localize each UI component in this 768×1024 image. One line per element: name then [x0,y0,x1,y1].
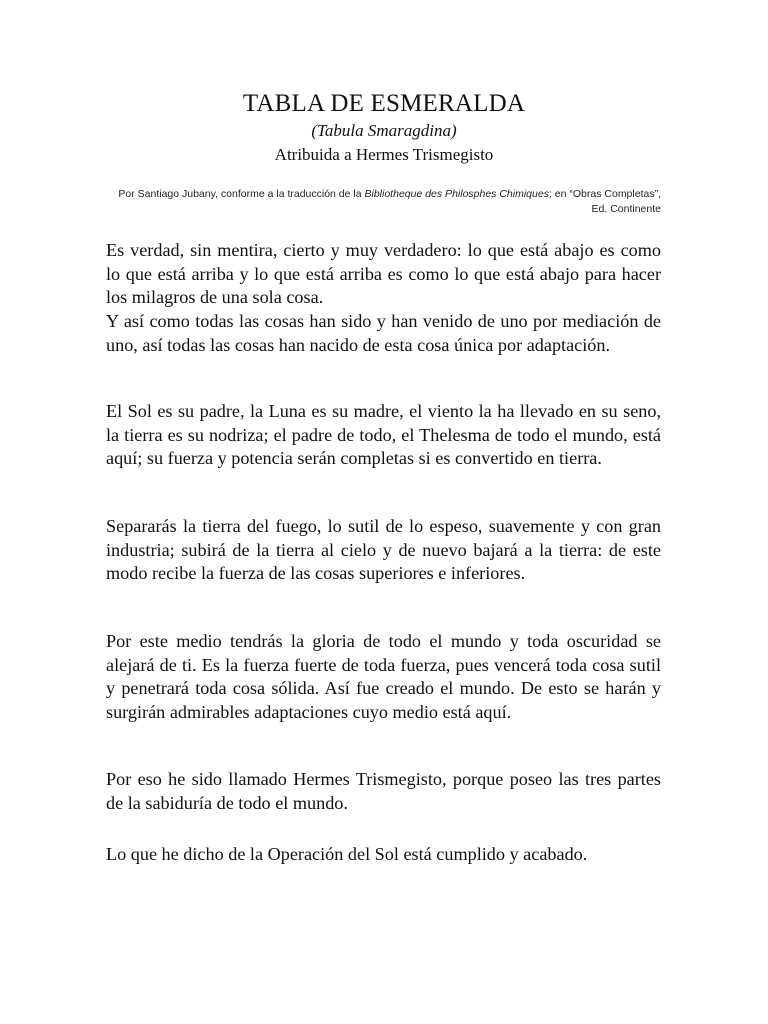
document-title: TABLA DE ESMERALDA [242,90,526,117]
source-note-work-title: Bibliotheque des Philosphes Chimiques [364,188,549,200]
source-note-prefix: Por Santiago Jubany, conforme a la traducción de la [118,188,365,200]
paragraph-1: Es verdad, sin mentira, cierto y muy verdadero: lo que está abajo es como lo que está arriba y lo que está arriba es como lo que está abajo para hacer los milagros de una sola cosa. [106,240,661,308]
paragraph-2: Y así como todas las cosas han sido y han venido de uno por mediación de uno, así todas las cosas han nacido de esta cosa única por adaptación. [106,311,661,355]
paragraph-3: El Sol es su padre, la Luna es su madre, el viento la ha llevado en su seno, la tierra es su nodriza; el padre de todo, el Thelesma de todo el mundo, está aquí; su fuerza y potencia serán completas si es convertido en tierra. [106,401,661,469]
paragraph-6: Por eso he sido llamado Hermes Trismegisto, porque poseo las tres partes de la sabiduría de todo el mundo. [106,769,661,813]
paragraph-5: Por este medio tendrás la gloria de todo el mundo y toda oscuridad se alejará de ti. Es la fuerza fuerte de toda fuerza, pues vencerá toda cosa sutil y penetrará toda cosa sólida. Así fue creado el mundo. De esto se harán y surgirán admirables adaptaciones cuyo medio está aquí. [106,631,661,723]
paragraph-4: Separarás la tierra del fuego, lo sutil de lo espeso, suavemente y con gran industria; subirá de la tierra al cielo y de nuevo bajará a la tierra: de este modo recibe la fuerza de las cosas superiores e inferiores. [106,516,661,584]
document-attribution: Atribuida a Hermes Trismegisto [274,145,494,164]
document-subtitle: (Tabula Smaragdina) [311,121,457,140]
source-note-suffix: ; en “Obras Completas”, Ed. Continente [548,188,661,215]
paragraph-7: Lo que he dicho de la Operación del Sol está cumplido y acabado. [106,844,588,864]
source-note [106,187,661,217]
